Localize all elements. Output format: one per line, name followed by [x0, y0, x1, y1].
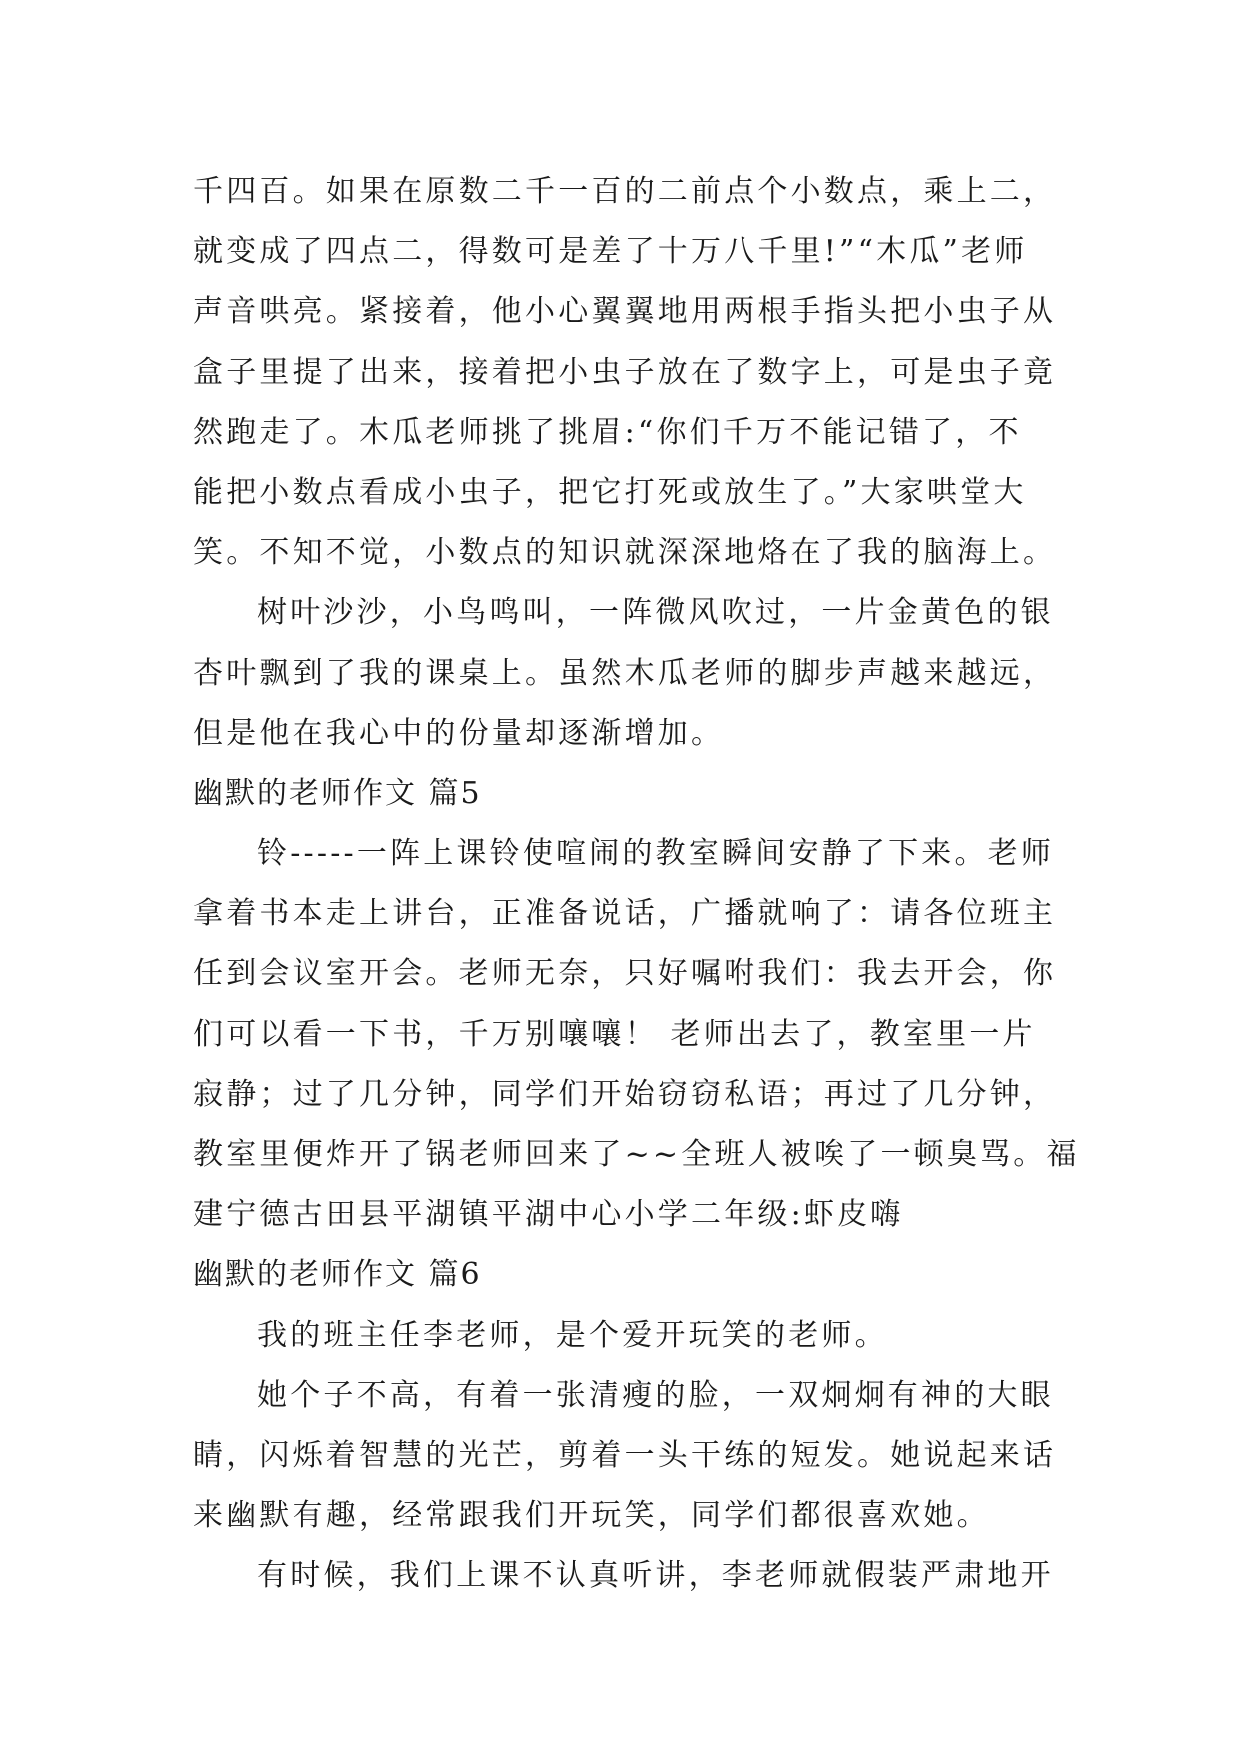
document-body	[193, 162, 1080, 1607]
text-line: 然跑走了。木瓜老师挑了挑眉:“你们千万不能记错了，不	[193, 414, 1022, 450]
text-line: 但是他在我心中的份量却逐渐增加。	[193, 715, 725, 751]
text-line: 能把小数点看成小虫子，把它打死或放生了。”大家哄堂大	[193, 474, 1027, 510]
text-line: 笑。不知不觉，小数点的知识就深深地烙在了我的脑海上。	[193, 535, 1057, 571]
text-line: 睛，闪烁着智慧的光芒，剪着一头干练的短发。她说起来话	[193, 1437, 1057, 1473]
text-line: 千四百。如果在原数二千一百的二前点个小数点，乘上二，	[193, 174, 1057, 209]
text-line: 寂静；过了几分钟，同学们开始窃窃私语；再过了几分钟，	[193, 1076, 1057, 1112]
text-line: 有时候，我们上课不认真听讲，李老师就假装严肃地开	[257, 1558, 1054, 1594]
text-line: 们可以看一下书，千万别嚷嚷！ 老师出去了，教室里一片	[193, 1016, 1036, 1052]
text-line: 任到会议室开会。老师无奈，只好嘱咐我们：我去开会，你	[193, 956, 1057, 992]
text-line: 杏叶飘到了我的课桌上。虽然木瓜老师的脚步声越来越远，	[193, 655, 1057, 691]
text-line: 就变成了四点二，得数可是差了十万八千里!”“木瓜”老师	[193, 234, 1028, 270]
text-line: 建宁德古田县平湖镇平湖中心小学二年级:虾皮嗨	[193, 1197, 904, 1233]
section-heading: 幽默的老师作文 篇5	[193, 775, 482, 811]
text-line: 盒子里提了出来，接着把小虫子放在了数字上，可是虫子竟	[193, 354, 1057, 390]
text-line: 树叶沙沙，小鸟鸣叫，一阵微风吹过，一片金黄色的银	[257, 595, 1054, 631]
text-line: 铃-----一阵上课铃使喧闹的教室瞬间安静了下来。老师	[257, 836, 1055, 872]
section-heading: 幽默的老师作文 篇6	[193, 1257, 482, 1293]
text-line: 教室里便炸开了锅老师回来了~~全班人被唉了一顿臭骂。福	[193, 1137, 1080, 1172]
text-line: 她个子不高，有着一张清瘦的脸，一双炯炯有神的大眼	[257, 1377, 1054, 1413]
text-line: 我的班主任李老师，是个爱开玩笑的老师。	[257, 1317, 888, 1353]
text-line: 来幽默有趣，经常跟我们开玩笑，同学们都很喜欢她。	[193, 1498, 990, 1534]
text-line: 拿着书本走上讲台，正准备说话，广播就响了：请各位班主	[193, 896, 1057, 932]
text-line: 声音哄亮。紧接着，他小心翼翼地用两根手指头把小虫子从	[193, 294, 1057, 330]
